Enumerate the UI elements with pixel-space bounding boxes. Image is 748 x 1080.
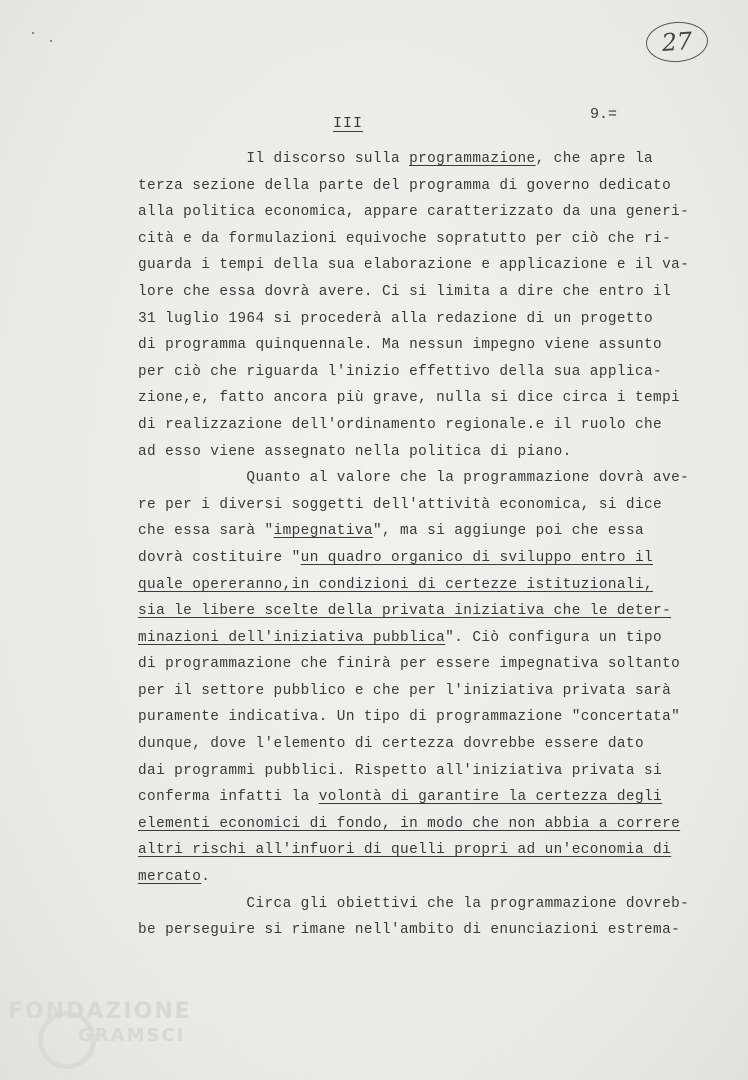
text-line: [138, 199, 690, 226]
text-segment: di realizzazione dell'ordinamento regionale.e il ruolo che: [138, 416, 663, 433]
text-segment: dovrà costituire ": [138, 549, 301, 566]
text-line: [138, 811, 681, 838]
text-segment: di programma quinquennale. Ma nessun impegno viene assunto: [138, 337, 663, 354]
text-line: [138, 465, 690, 492]
text-line: [138, 572, 678, 599]
text-line: [138, 306, 678, 333]
text-line: [138, 146, 678, 173]
paper-speck: [32, 32, 34, 34]
text-segment: per ciò che riguarda l'inizio effettivo della sua applica-: [138, 363, 663, 380]
underlined-text-segment: un quadro organico di sviluppo entro il: [300, 549, 654, 566]
text-segment: terza sezione della parte del programma di governo dedicato: [138, 177, 672, 194]
text-segment: ad esso viene assegnato nella politica di piano.: [138, 443, 572, 460]
text-line: [138, 784, 678, 811]
archive-watermark: [8, 995, 198, 1075]
underlined-text-segment: volontà di garantire la certezza degli: [318, 789, 663, 806]
text-segment: .: [201, 869, 211, 886]
text-segment: Quanto al valore che la programmazione dovrà ave-: [138, 470, 690, 487]
text-segment: dai programmi pubblici. Rispetto all'iniziativa privata si: [138, 762, 663, 779]
underlined-text-segment: minazioni dell'iniziativa pubblica: [138, 629, 446, 646]
underlined-text-segment: quale opereranno,in condizioni di certezze istituzionali,: [138, 576, 654, 593]
typed-text-body: [138, 146, 690, 944]
text-line: [138, 598, 678, 625]
underlined-text-segment: altri rischi all'infuori di quelli propri ad un'economia di: [138, 842, 672, 859]
text-segment: che essa sarà ": [138, 523, 274, 540]
underlined-text-segment: mercato: [138, 869, 202, 886]
text-segment: per il settore pubblico e che per l'iniziativa privata sarà: [138, 682, 672, 699]
text-segment: cità e da formulazioni equivoche sopratutto per ciò che ri-: [138, 230, 672, 247]
text-line: [138, 412, 678, 439]
text-line: [138, 439, 678, 466]
text-segment: zione,e, fatto ancora più grave, nulla si dice circa i tempi: [138, 390, 681, 407]
text-segment: be perseguire si rimane nell'ambito di enunciazioni estrema-: [138, 922, 681, 939]
text-line: [138, 279, 678, 306]
text-segment: ". Ciò configura un tipo: [445, 629, 663, 646]
text-segment: di programmazione che finirà per essere impegnativa soltanto: [138, 656, 681, 673]
text-line: [138, 173, 678, 200]
text-line: [138, 731, 678, 758]
underlined-text-segment: elementi economici di fondo, in modo che non abbia a correre: [138, 815, 681, 832]
text-segment: puramente indicativa. Un tipo di programmazione "concertata": [138, 709, 681, 726]
text-segment: lore che essa dovrà avere. Ci si limita a dire che entro il: [138, 283, 672, 300]
paper-speck: [50, 40, 52, 42]
text-line: [138, 651, 681, 678]
text-line: [138, 704, 681, 731]
text-line: [138, 891, 690, 918]
text-segment: , che apre la: [535, 151, 654, 167]
text-segment: conferma infatti la: [138, 789, 319, 806]
text-line: [138, 545, 678, 572]
text-segment: alla politica economica, appare caratterizzato da una generi-: [138, 204, 690, 221]
section-heading: III: [333, 115, 364, 132]
text-line: [138, 385, 681, 412]
text-line: [138, 359, 678, 386]
text-segment: ", ma si aggiunge poi che essa: [372, 523, 645, 540]
text-segment: re per i diversi soggetti dell'attività economica, si dice: [138, 496, 663, 513]
underlined-text-segment: impegnativa: [273, 523, 373, 540]
page-number: 9.=: [590, 106, 618, 123]
text-line: [138, 332, 678, 359]
text-line: [138, 226, 678, 253]
watermark-line2: GRAMSCI: [78, 1025, 186, 1046]
archive-page-number: 27: [645, 20, 710, 64]
underlined-text-segment: programmazione: [409, 151, 536, 167]
text-segment: dunque, dove l'elemento di certezza dovrebbe essere dato: [138, 736, 645, 753]
watermark-line1: FONDAZIONE: [8, 999, 192, 1024]
text-segment: Il discorso sulla: [138, 151, 410, 167]
text-line: [138, 625, 678, 652]
text-line: [138, 837, 678, 864]
text-line: [138, 917, 681, 944]
text-line: [138, 864, 678, 891]
text-segment: 31 luglio 1964 si procederà alla redazione di un progetto: [138, 310, 654, 327]
text-line: [138, 678, 678, 705]
text-segment: Circa gli obiettivi che la programmazione dovreb-: [138, 895, 690, 912]
underlined-text-segment: sia le libere scelte della privata iniziativa che le deter-: [138, 603, 672, 620]
text-line: [138, 758, 678, 785]
text-line: [138, 492, 678, 519]
text-line: [138, 518, 678, 545]
text-line: [138, 252, 690, 279]
text-segment: guarda i tempi della sua elaborazione e applicazione e il va-: [138, 257, 690, 274]
